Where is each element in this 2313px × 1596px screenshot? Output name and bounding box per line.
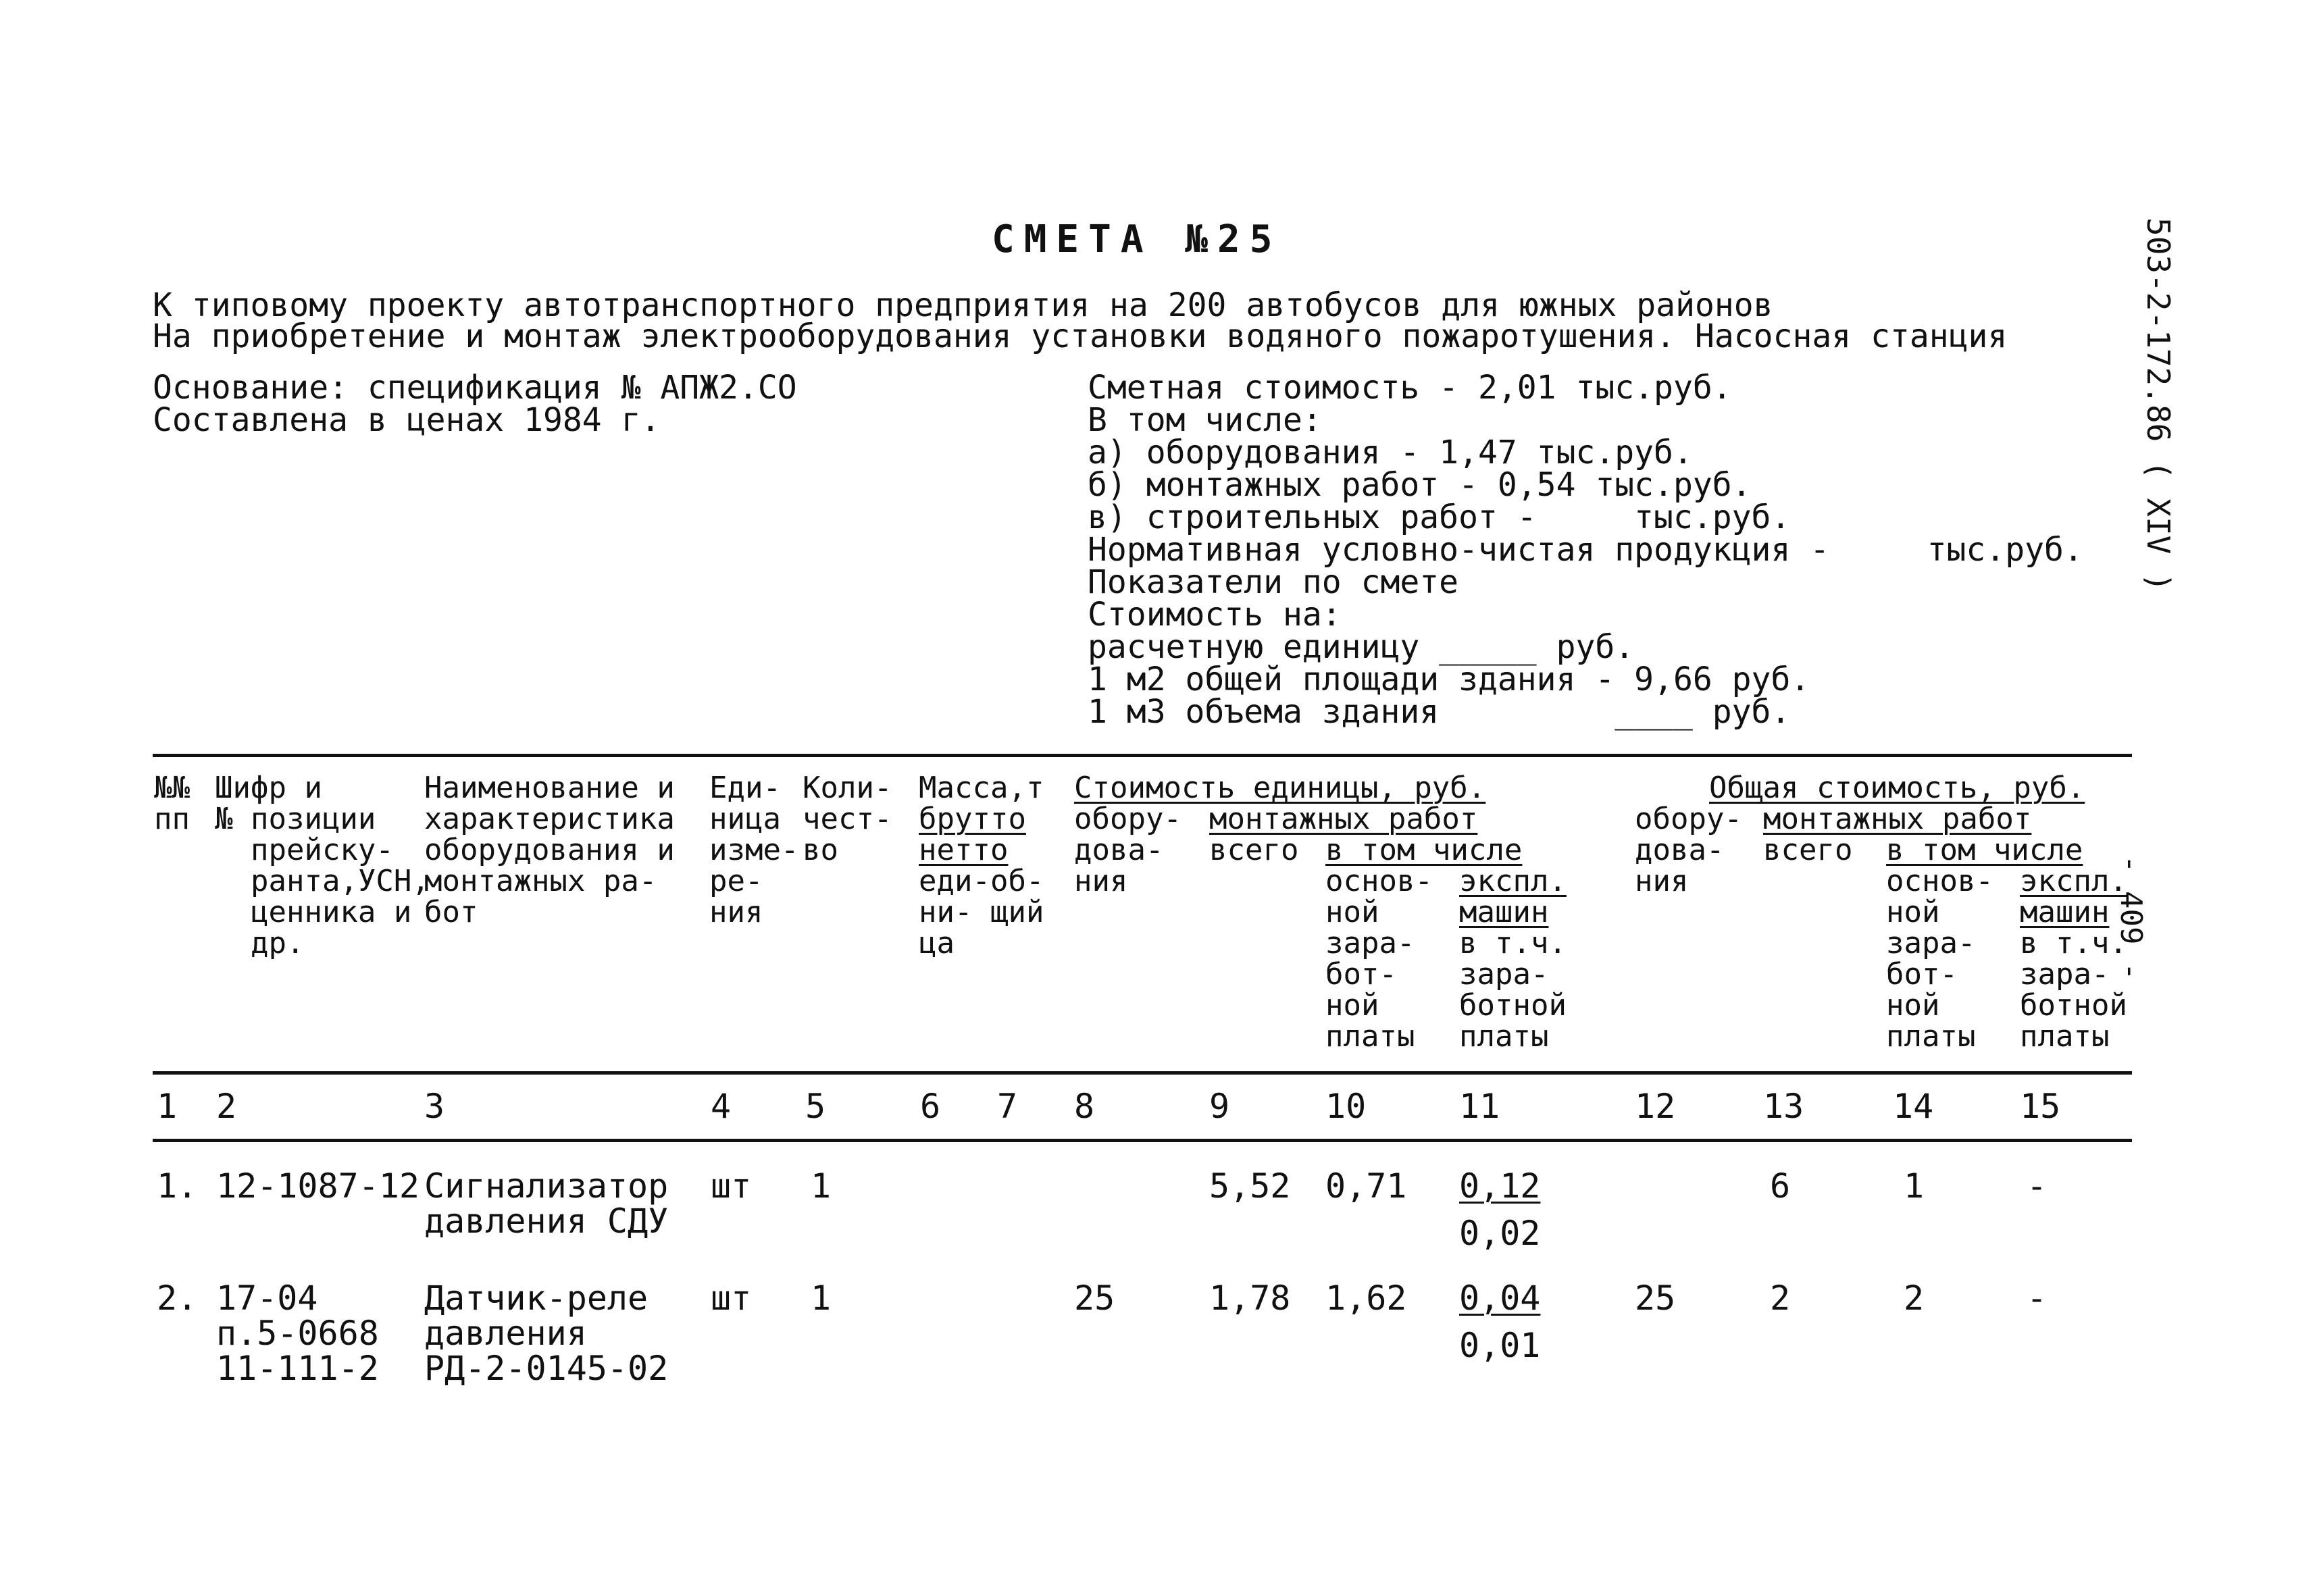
side-code: 503-2-172.86 ( XIV ): [2140, 217, 2177, 592]
header-mass-netto: нетто: [919, 833, 1009, 867]
header-unit-mont: монтажных работ: [1209, 802, 1478, 836]
cell-unit: шт: [711, 1166, 752, 1206]
cell-c14: 2: [1904, 1279, 1925, 1318]
cell-name: Сигнализатор давления СДУ: [424, 1166, 669, 1241]
summary-total: Сметная стоимость - 2,01 тыс.руб.: [1088, 369, 1732, 407]
cell-c15: -: [2027, 1279, 2048, 1318]
header-total-all: всего: [1763, 833, 1853, 867]
cell-c11b: 0,02: [1459, 1214, 1541, 1253]
header-total-equip: обору- дова- ния: [1635, 802, 1742, 898]
cell-c9: 5,52: [1209, 1166, 1291, 1206]
header-col-3: Наименование и характеристика оборудования и монтажных ра- бот: [424, 771, 675, 929]
column-number: 5: [805, 1087, 826, 1126]
header-col-4: Еди- ница изме- ре- ния: [709, 771, 799, 929]
cell-qty: 1: [811, 1166, 832, 1206]
cell-c13: 2: [1770, 1279, 1791, 1318]
header-unit-expl: экспл. машин: [1459, 864, 1567, 929]
cell-code: 12-1087-12: [216, 1166, 420, 1206]
cell-c10: 0,71: [1325, 1166, 1407, 1206]
cell-code: 17-04 п.5-0668 11-111-2: [216, 1279, 379, 1388]
header-total-mont: монтажных работ: [1763, 802, 2032, 836]
header-total-basic: основ- ной зара- бот- ной платы: [1886, 864, 1993, 1054]
column-number: 15: [2020, 1087, 2061, 1126]
prices-text: Составлена в ценах 1984 г.: [153, 401, 661, 439]
cell-c11a: 0,04: [1459, 1279, 1541, 1318]
cell-qty: 1: [811, 1279, 832, 1318]
cell-name: Датчик-реле давления РД-2-0145-02: [424, 1279, 669, 1388]
summary-b: б) монтажных работ - 0,54 тыс.руб.: [1088, 466, 1752, 504]
column-number: 11: [1459, 1087, 1500, 1126]
header-unit-all: всего: [1209, 833, 1299, 867]
column-number: 4: [711, 1087, 732, 1126]
cell-c11a: 0,12: [1459, 1166, 1541, 1206]
header-mass-unit-total: еди-об- ни- щий ца: [919, 864, 1044, 960]
header-total-expl-sub: в т.ч. зара- ботной платы: [2020, 926, 2127, 1054]
column-number: 14: [1893, 1087, 1934, 1126]
header-unit-equip: обору- дова- ния: [1074, 802, 1181, 898]
column-number: 2: [216, 1087, 237, 1126]
column-number: 7: [997, 1087, 1018, 1126]
summary-indicators: Показатели по смете: [1088, 563, 1459, 601]
cell-n: 1.: [157, 1166, 198, 1206]
cell-n: 2.: [157, 1279, 198, 1318]
cell-c10: 1,62: [1325, 1279, 1407, 1318]
side-page-number: - 409 -: [2114, 855, 2148, 981]
table-top-rule: [153, 754, 2132, 757]
header-total-cost: Общая стоимость, руб.: [1709, 771, 2085, 805]
header-col-2: Шифр и № позиции прейску- ранта,УСН, ценника и др.: [215, 771, 430, 960]
cell-c15: -: [2027, 1166, 2048, 1206]
summary-m3: 1 м3 объема здания ____ руб.: [1088, 693, 1791, 731]
column-number: 3: [424, 1087, 445, 1126]
column-number: 6: [920, 1087, 941, 1126]
subtitle-line-1: К типовому проекту автотранспортного предприятия на 200 автобусов для южных районов: [153, 286, 1773, 324]
cell-c9: 1,78: [1209, 1279, 1291, 1318]
header-bottom-rule: [153, 1071, 2132, 1075]
column-number: 8: [1074, 1087, 1095, 1126]
header-col-5: Коли- чест- во: [803, 771, 892, 867]
header-unit-cost: Стоимость единицы, руб.: [1074, 771, 1486, 805]
summary-incl: В том числе:: [1088, 401, 1322, 439]
cell-c11b: 0,01: [1459, 1326, 1541, 1365]
summary-cost-on: Стоимость на:: [1088, 596, 1342, 634]
header-unit-expl-sub: в т.ч. зара- ботной платы: [1459, 926, 1567, 1054]
header-col-1: №№ пп: [154, 771, 190, 836]
column-number: 12: [1635, 1087, 1676, 1126]
colnum-bottom-rule: [153, 1139, 2132, 1142]
cell-c12: 25: [1635, 1279, 1676, 1318]
cell-c13: 6: [1770, 1166, 1791, 1206]
column-number: 9: [1209, 1087, 1230, 1126]
header-total-incl: в том числе: [1886, 833, 2083, 867]
header-mass: Масса,т: [919, 771, 1044, 805]
header-mass-brutto: брутто: [919, 802, 1026, 836]
header-unit-basic: основ- ной зара- бот- ной платы: [1325, 864, 1433, 1054]
cell-unit: шт: [711, 1279, 752, 1318]
summary-unit: расчетную единицу _____ руб.: [1088, 628, 1635, 666]
subtitle-line-2: На приобретение и монтаж электрооборудования установки водяного пожаротушения. Насосная станция: [153, 317, 2008, 355]
cell-c8: 25: [1074, 1279, 1115, 1318]
basis-text: Основание: спецификация № АПЖ2.СО: [153, 369, 797, 407]
column-number: 13: [1763, 1087, 1804, 1126]
summary-a: а) оборудования - 1,47 тыс.руб.: [1088, 434, 1693, 471]
header-total-expl: экспл. машин: [2020, 864, 2127, 929]
header-unit-incl: в том числе: [1325, 833, 1523, 867]
summary-norm: Нормативная условно-чистая продукция - тыс.руб.: [1088, 531, 2083, 569]
cell-c14: 1: [1904, 1166, 1925, 1206]
column-number: 1: [157, 1087, 178, 1126]
column-number: 10: [1325, 1087, 1367, 1126]
document-title: СМЕТА №25: [992, 217, 1282, 261]
summary-v: в) строительных работ - тыс.руб.: [1088, 498, 1791, 536]
summary-m2: 1 м2 общей площади здания - 9,66 руб.: [1088, 661, 1810, 698]
